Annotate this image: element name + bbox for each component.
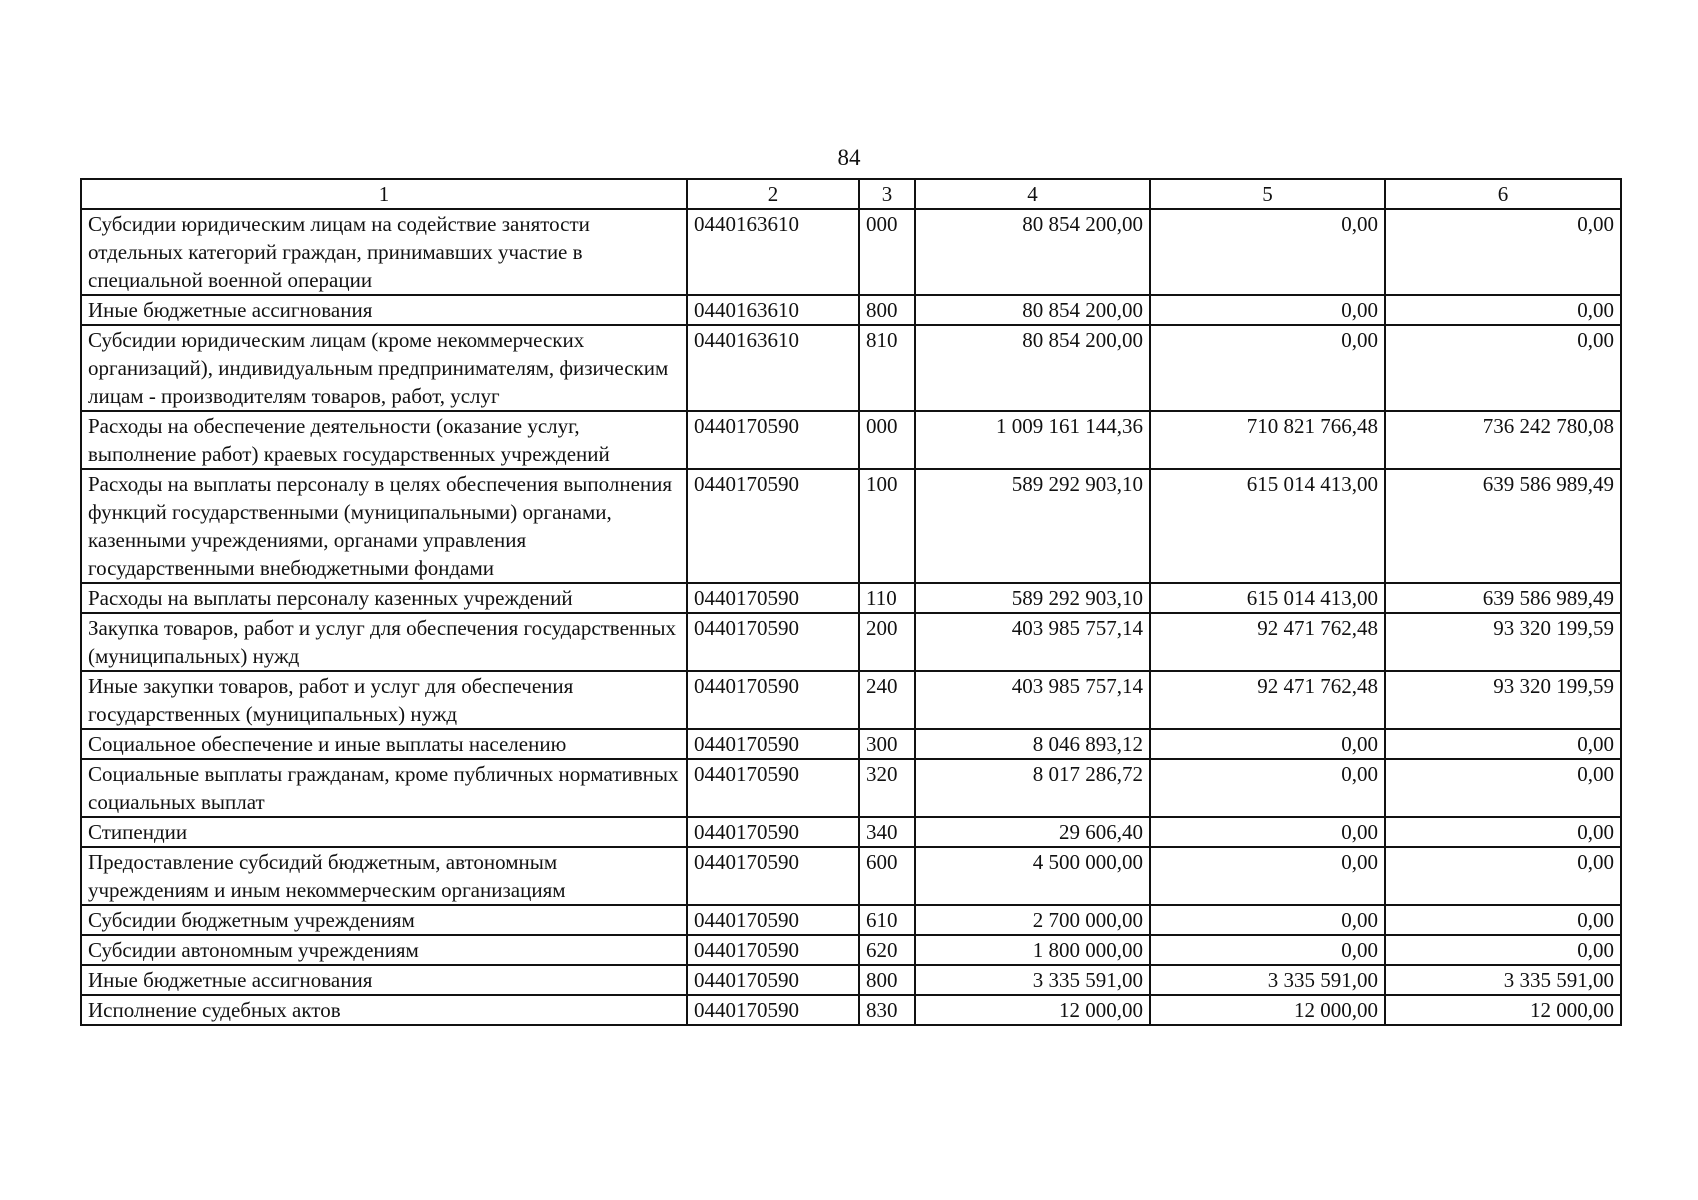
table-row — [81, 671, 1621, 729]
budget-table — [80, 178, 1622, 1026]
expense-name-cell: Субсидии юридическим лицам (кроме некоммерческих организаций), индивидуальным предпринимателям, физическим лицам - производителям товаров, работ, услуг — [81, 325, 687, 411]
expense-type-code-cell: 100 — [859, 469, 915, 583]
target-article-code-cell: 0440170590 — [687, 411, 859, 469]
expense-name-cell: Субсидии автономным учреждениям — [81, 935, 687, 965]
amount-col-6-cell: 93 320 199,59 — [1385, 671, 1621, 729]
target-article-code-cell: 0440170590 — [687, 469, 859, 583]
expense-type-code-cell: 800 — [859, 295, 915, 325]
amount-col-5-cell: 0,00 — [1150, 935, 1385, 965]
expense-type-code-cell: 110 — [859, 583, 915, 613]
column-header-2: 2 — [687, 179, 859, 209]
target-article-code-cell: 0440170590 — [687, 905, 859, 935]
expense-type-code-cell: 000 — [859, 411, 915, 469]
amount-col-4-cell: 80 854 200,00 — [915, 295, 1150, 325]
amount-col-4-cell: 1 800 000,00 — [915, 935, 1150, 965]
amount-col-4-cell: 589 292 903,10 — [915, 469, 1150, 583]
table-row — [81, 759, 1621, 817]
target-article-code-cell: 0440170590 — [687, 729, 859, 759]
amount-col-5-cell: 12 000,00 — [1150, 995, 1385, 1025]
expense-name-cell: Расходы на выплаты персоналу казенных учреждений — [81, 583, 687, 613]
table-row — [81, 847, 1621, 905]
amount-col-4-cell: 80 854 200,00 — [915, 325, 1150, 411]
table-row — [81, 469, 1621, 583]
amount-col-5-cell: 615 014 413,00 — [1150, 469, 1385, 583]
table-row — [81, 935, 1621, 965]
table-row — [81, 325, 1621, 411]
target-article-code-cell: 0440163610 — [687, 325, 859, 411]
expense-type-code-cell: 810 — [859, 325, 915, 411]
amount-col-6-cell: 0,00 — [1385, 729, 1621, 759]
expense-type-code-cell: 830 — [859, 995, 915, 1025]
expense-type-code-cell: 300 — [859, 729, 915, 759]
expense-type-code-cell: 610 — [859, 905, 915, 935]
amount-col-6-cell: 0,00 — [1385, 905, 1621, 935]
table-row — [81, 583, 1621, 613]
amount-col-5-cell: 0,00 — [1150, 729, 1385, 759]
amount-col-6-cell: 0,00 — [1385, 325, 1621, 411]
expense-name-cell: Иные бюджетные ассигнования — [81, 965, 687, 995]
amount-col-6-cell: 0,00 — [1385, 935, 1621, 965]
table-header-row — [81, 179, 1621, 209]
table-row — [81, 613, 1621, 671]
amount-col-5-cell: 0,00 — [1150, 759, 1385, 817]
amount-col-4-cell: 403 985 757,14 — [915, 671, 1150, 729]
expense-name-cell: Закупка товаров, работ и услуг для обеспечения государственных (муниципальных) нужд — [81, 613, 687, 671]
amount-col-5-cell: 92 471 762,48 — [1150, 613, 1385, 671]
expense-type-code-cell: 000 — [859, 209, 915, 295]
expense-name-cell: Расходы на выплаты персоналу в целях обеспечения выполнения функций государственными (муниципальными) органами, казенными учреждениями, органами управления государственными внебюджетными фондами — [81, 469, 687, 583]
amount-col-5-cell: 0,00 — [1150, 847, 1385, 905]
table-row — [81, 817, 1621, 847]
expense-name-cell: Расходы на обеспечение деятельности (оказание услуг, выполнение работ) краевых государственных учреждений — [81, 411, 687, 469]
amount-col-6-cell: 0,00 — [1385, 817, 1621, 847]
target-article-code-cell: 0440170590 — [687, 613, 859, 671]
amount-col-6-cell: 736 242 780,08 — [1385, 411, 1621, 469]
table-row — [81, 965, 1621, 995]
amount-col-6-cell: 639 586 989,49 — [1385, 583, 1621, 613]
amount-col-6-cell: 12 000,00 — [1385, 995, 1621, 1025]
table-row — [81, 209, 1621, 295]
amount-col-5-cell: 92 471 762,48 — [1150, 671, 1385, 729]
expense-type-code-cell: 600 — [859, 847, 915, 905]
table-body — [81, 209, 1621, 1025]
expense-name-cell: Предоставление субсидий бюджетным, автономным учреждениям и иным некоммерческим организациям — [81, 847, 687, 905]
expense-name-cell: Иные закупки товаров, работ и услуг для обеспечения государственных (муниципальных) нужд — [81, 671, 687, 729]
expense-name-cell: Исполнение судебных актов — [81, 995, 687, 1025]
amount-col-4-cell: 2 700 000,00 — [915, 905, 1150, 935]
table-row — [81, 729, 1621, 759]
amount-col-5-cell: 3 335 591,00 — [1150, 965, 1385, 995]
expense-type-code-cell: 340 — [859, 817, 915, 847]
table-row — [81, 295, 1621, 325]
amount-col-5-cell: 0,00 — [1150, 209, 1385, 295]
expense-name-cell: Социальное обеспечение и иные выплаты населению — [81, 729, 687, 759]
amount-col-5-cell: 0,00 — [1150, 905, 1385, 935]
column-header-5: 5 — [1150, 179, 1385, 209]
expense-name-cell: Иные бюджетные ассигнования — [81, 295, 687, 325]
amount-col-4-cell: 8 046 893,12 — [915, 729, 1150, 759]
expense-type-code-cell: 620 — [859, 935, 915, 965]
amount-col-4-cell: 1 009 161 144,36 — [915, 411, 1150, 469]
expense-type-code-cell: 200 — [859, 613, 915, 671]
amount-col-4-cell: 12 000,00 — [915, 995, 1150, 1025]
expense-name-cell: Субсидии бюджетным учреждениям — [81, 905, 687, 935]
column-header-3: 3 — [859, 179, 915, 209]
target-article-code-cell: 0440170590 — [687, 847, 859, 905]
target-article-code-cell: 0440163610 — [687, 295, 859, 325]
amount-col-5-cell: 710 821 766,48 — [1150, 411, 1385, 469]
target-article-code-cell: 0440163610 — [687, 209, 859, 295]
table-row — [81, 411, 1621, 469]
expense-name-cell: Социальные выплаты гражданам, кроме публичных нормативных социальных выплат — [81, 759, 687, 817]
amount-col-4-cell: 3 335 591,00 — [915, 965, 1150, 995]
expense-type-code-cell: 320 — [859, 759, 915, 817]
target-article-code-cell: 0440170590 — [687, 935, 859, 965]
column-header-6: 6 — [1385, 179, 1621, 209]
amount-col-4-cell: 4 500 000,00 — [915, 847, 1150, 905]
amount-col-4-cell: 8 017 286,72 — [915, 759, 1150, 817]
amount-col-4-cell: 80 854 200,00 — [915, 209, 1150, 295]
amount-col-5-cell: 0,00 — [1150, 295, 1385, 325]
amount-col-5-cell: 0,00 — [1150, 325, 1385, 411]
target-article-code-cell: 0440170590 — [687, 995, 859, 1025]
target-article-code-cell: 0440170590 — [687, 759, 859, 817]
column-header-1: 1 — [81, 179, 687, 209]
amount-col-6-cell: 0,00 — [1385, 209, 1621, 295]
page-number: 84 — [837, 145, 861, 170]
amount-col-6-cell: 3 335 591,00 — [1385, 965, 1621, 995]
column-header-4: 4 — [915, 179, 1150, 209]
expense-name-cell: Стипендии — [81, 817, 687, 847]
target-article-code-cell: 0440170590 — [687, 817, 859, 847]
amount-col-6-cell: 639 586 989,49 — [1385, 469, 1621, 583]
amount-col-6-cell: 93 320 199,59 — [1385, 613, 1621, 671]
target-article-code-cell: 0440170590 — [687, 965, 859, 995]
amount-col-6-cell: 0,00 — [1385, 847, 1621, 905]
amount-col-4-cell: 589 292 903,10 — [915, 583, 1150, 613]
target-article-code-cell: 0440170590 — [687, 583, 859, 613]
table-row — [81, 905, 1621, 935]
expense-type-code-cell: 240 — [859, 671, 915, 729]
target-article-code-cell: 0440170590 — [687, 671, 859, 729]
table-row — [81, 995, 1621, 1025]
amount-col-5-cell: 0,00 — [1150, 817, 1385, 847]
amount-col-5-cell: 615 014 413,00 — [1150, 583, 1385, 613]
amount-col-4-cell: 403 985 757,14 — [915, 613, 1150, 671]
expense-name-cell: Субсидии юридическим лицам на содействие занятости отдельных категорий граждан, принимавших участие в специальной военной операции — [81, 209, 687, 295]
amount-col-6-cell: 0,00 — [1385, 759, 1621, 817]
amount-col-4-cell: 29 606,40 — [915, 817, 1150, 847]
amount-col-6-cell: 0,00 — [1385, 295, 1621, 325]
expense-type-code-cell: 800 — [859, 965, 915, 995]
